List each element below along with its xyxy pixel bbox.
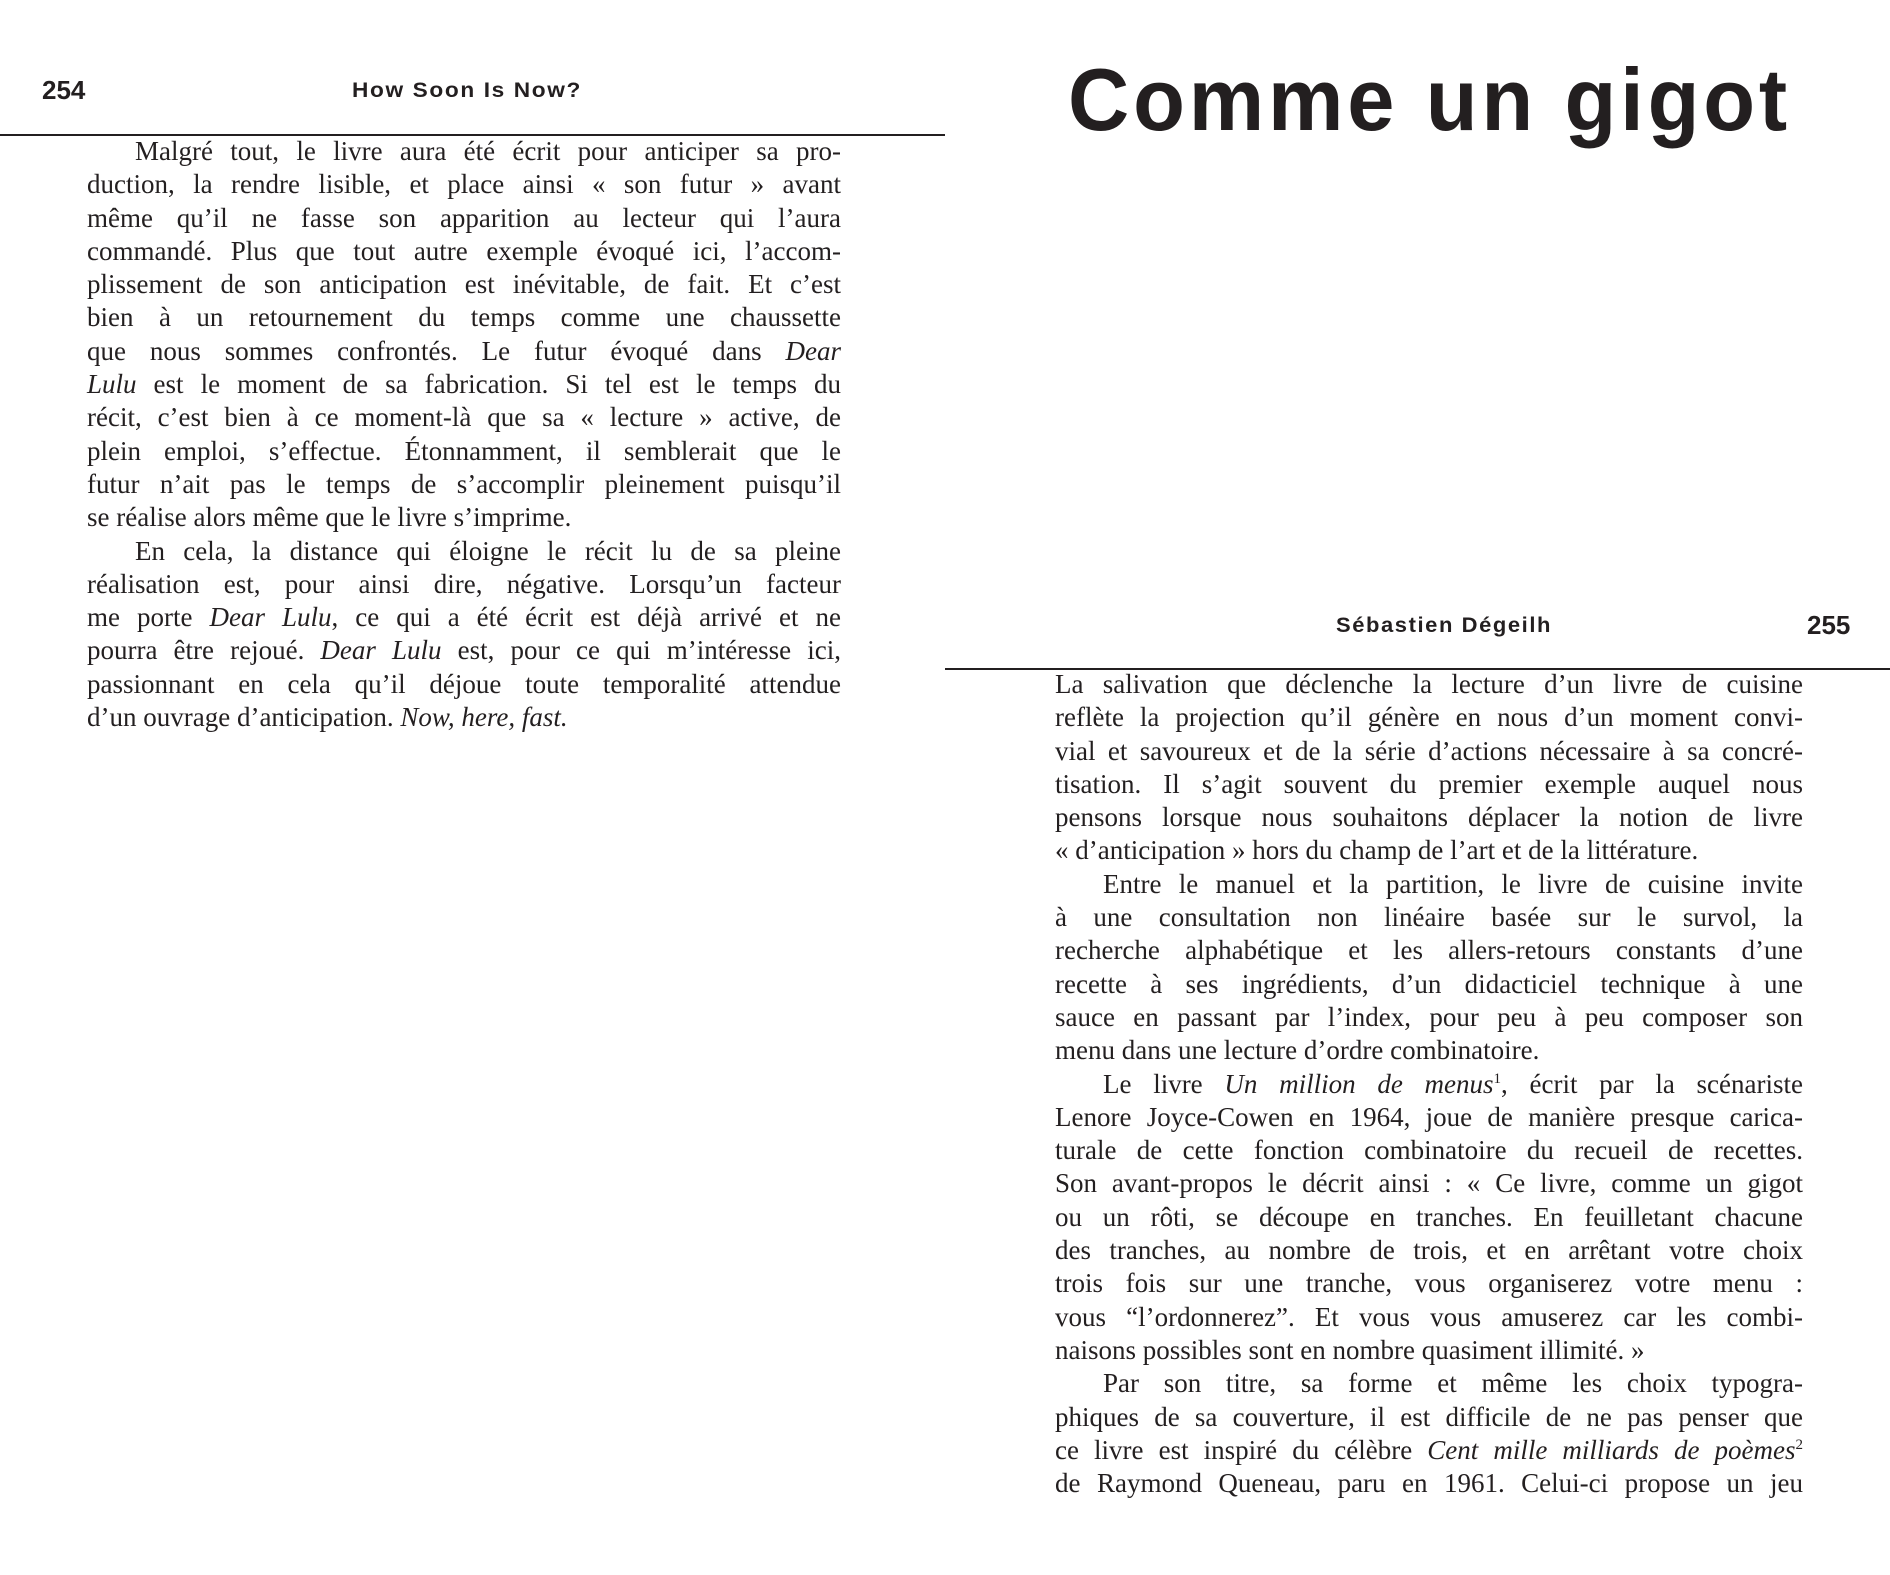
text-run: est le moment de sa fabrication. Si tel est le temps du	[136, 369, 841, 400]
text-line	[1055, 1201, 1803, 1234]
left-body-text	[87, 135, 841, 734]
text-line-content	[87, 701, 568, 734]
text-line	[87, 535, 841, 568]
text-run: En cela, la distance qui éloigne le récit lu de sa pleine	[135, 535, 841, 566]
italic-title: Dear Lulu	[209, 602, 332, 633]
running-head-author: Sébastien Dégeilh	[1336, 614, 1552, 637]
text-line-content	[1055, 934, 1803, 967]
text-run: même qu’il ne fasse son apparition au lecteur qui l’aura	[87, 202, 841, 233]
text-run: pourra être rejoué.	[87, 635, 321, 666]
text-run: pensons lorsque nous souhaitons déplacer la notion de livre	[1055, 802, 1803, 833]
text-line	[1055, 1101, 1803, 1134]
text-line-content	[1055, 1167, 1803, 1200]
text-line-content	[1055, 1001, 1803, 1034]
text-line	[87, 268, 841, 301]
text-line-content	[1055, 768, 1803, 801]
text-run: plein emploi, s’effectue. Étonnamment, il semblerait que le	[87, 435, 841, 466]
text-run: vous “l’ordonnerez”. Et vous vous amuserez car les combi-	[1055, 1301, 1803, 1332]
running-head-book-title: How Soon Is Now?	[352, 79, 582, 102]
text-line-content	[1055, 1234, 1803, 1267]
text-run: commandé. Plus que tout autre exemple évoqué ici, l’accom-	[87, 235, 841, 266]
text-line	[1055, 901, 1803, 934]
text-line-content	[1055, 901, 1803, 934]
text-run: que nous sommes confrontés. Le futur évoqué dans	[87, 335, 786, 366]
text-line-content	[87, 168, 841, 201]
text-run: turale de cette fonction combinatoire du recueil de recettes.	[1055, 1135, 1803, 1166]
page-number-right: 255	[1807, 610, 1851, 640]
text-line-content	[1055, 1301, 1803, 1334]
text-line-content	[87, 235, 841, 268]
text-line	[87, 168, 841, 201]
text-line-content	[1055, 834, 1698, 867]
text-run: phiques de sa couverture, il est difficile de ne pas penser que	[1055, 1401, 1803, 1432]
text-run: à une consultation non linéaire basée sur le survol, la	[1055, 902, 1803, 933]
text-line	[1055, 1301, 1803, 1334]
text-line-content	[87, 634, 841, 667]
text-run: Son avant-propos le décrit ainsi : « Ce livre, comme un gigot	[1055, 1168, 1803, 1199]
right-page	[945, 0, 1890, 1575]
text-run: plissement de son anticipation est inévitable, de fait. Et c’est	[87, 269, 841, 300]
text-line-content	[87, 335, 841, 368]
text-line	[1055, 1068, 1803, 1101]
text-line-content	[87, 501, 571, 534]
text-line-content	[1055, 1034, 1539, 1067]
text-line	[87, 501, 841, 534]
text-run: sauce en passant par l’index, pour peu à peu composer son	[1055, 1001, 1803, 1032]
text-run: Le livre	[1103, 1068, 1225, 1099]
text-line	[1055, 1267, 1803, 1300]
italic-title: Now, here, fast.	[400, 702, 568, 733]
text-line	[1055, 801, 1803, 834]
text-line	[87, 401, 841, 434]
text-line-content	[87, 268, 841, 301]
text-line-content	[87, 301, 841, 334]
text-line-content	[135, 135, 841, 168]
text-line-content	[1103, 1367, 1803, 1400]
text-run: passionnant en cela qu’il déjoue toute temporalité attendue	[87, 668, 841, 699]
text-line	[1055, 934, 1803, 967]
text-line	[87, 202, 841, 235]
text-run: ou un rôti, se découpe en tranches. En feuilletant chacune	[1055, 1201, 1803, 1232]
footnote-marker: 1	[1493, 1070, 1502, 1087]
text-run: , écrit par la scénariste	[1501, 1068, 1803, 1099]
text-run: menu dans une lecture d’ordre combinatoire.	[1055, 1035, 1540, 1066]
right-body-text	[1055, 668, 1803, 1500]
text-run: Entre le manuel et la partition, le livre de cuisine invite	[1103, 868, 1803, 899]
text-run: tisation. Il s’agit souvent du premier exemple auquel nous	[1055, 768, 1803, 799]
text-line	[1055, 834, 1803, 867]
text-line	[1055, 1401, 1803, 1434]
text-line-content	[1055, 668, 1803, 701]
text-line	[87, 368, 841, 401]
text-line	[1055, 1167, 1803, 1200]
text-run: Malgré tout, le livre aura été écrit pour anticiper sa pro-	[135, 136, 841, 166]
text-run: bien à un retournement du temps comme une chaussette	[87, 302, 841, 333]
text-line-content	[87, 468, 841, 501]
text-line	[1055, 1367, 1803, 1400]
text-line-content	[1055, 1434, 1803, 1467]
text-line	[1055, 868, 1803, 901]
text-line-content	[1055, 1467, 1803, 1500]
text-run: Lenore Joyce-Cowen en 1964, joue de manière presque carica-	[1055, 1101, 1803, 1132]
text-run: , ce qui a été écrit est déjà arrivé et ne	[331, 602, 841, 633]
text-run: naisons possibles sont en nombre quasiment illimité. »	[1055, 1334, 1645, 1365]
text-run: d’un ouvrage d’anticipation.	[87, 702, 401, 733]
italic-title: Dear Lulu	[320, 635, 442, 666]
text-line	[1055, 735, 1803, 768]
text-line-content	[1055, 968, 1803, 1001]
text-line-content	[1055, 1267, 1803, 1300]
text-run: se réalise alors même que le livre s’imprime.	[87, 502, 572, 533]
text-run: duction, la rendre lisible, et place ainsi « son futur » avant	[87, 169, 841, 200]
text-line-content	[1055, 1101, 1803, 1134]
text-run: reflète la projection qu’il génère en nous d’un moment convi-	[1055, 702, 1803, 733]
page-number-left: 254	[42, 75, 86, 105]
text-line	[1055, 1001, 1803, 1034]
text-line	[1055, 1034, 1803, 1067]
text-line-content	[87, 435, 841, 468]
text-run: réalisation est, pour ainsi dire, négative. Lorsqu’un facteur	[87, 568, 841, 599]
chapter-title: Comme un gigot	[1068, 50, 1791, 149]
italic-title: Cent mille milliards de poèmes	[1427, 1434, 1796, 1465]
text-line-content	[1055, 701, 1803, 734]
text-line-content	[87, 668, 841, 701]
text-line	[87, 468, 841, 501]
text-run: futur n’ait pas le temps de s’accomplir pleinement puisqu’il	[87, 468, 841, 499]
text-line	[87, 634, 841, 667]
text-run: vial et savoureux et de la série d’actions nécessaire à sa concré-	[1055, 735, 1803, 766]
text-line-content	[1103, 1068, 1803, 1101]
text-line	[1055, 1467, 1803, 1500]
text-line-content	[87, 568, 841, 601]
text-line-content	[1055, 1401, 1803, 1434]
text-line-content	[1055, 1134, 1803, 1167]
text-line	[87, 668, 841, 701]
text-run: recette à ses ingrédients, d’un didacticiel technique à une	[1055, 968, 1803, 999]
text-line	[1055, 1234, 1803, 1267]
text-run: est, pour ce qui m’intéresse ici,	[441, 635, 841, 666]
text-line	[87, 135, 841, 168]
text-line	[1055, 1434, 1803, 1467]
text-line	[1055, 1334, 1803, 1367]
text-line	[1055, 1134, 1803, 1167]
text-line-content	[135, 535, 841, 568]
text-line	[87, 601, 841, 634]
text-run: récit, c’est bien à ce moment-là que sa « lecture » active, de	[87, 402, 841, 433]
text-line	[87, 235, 841, 268]
text-line-content	[87, 601, 841, 634]
text-line-content	[1055, 735, 1803, 768]
text-run: me porte	[87, 602, 210, 633]
text-line-content	[87, 368, 841, 401]
text-line	[87, 335, 841, 368]
text-line	[1055, 768, 1803, 801]
text-run: Par son titre, sa forme et même les choix typogra-	[1103, 1368, 1803, 1399]
footnote-marker: 2	[1795, 1436, 1803, 1453]
text-line	[1055, 968, 1803, 1001]
italic-title: Dear	[785, 335, 841, 366]
text-run: ce livre est inspiré du célèbre	[1055, 1434, 1428, 1465]
text-run: recherche alphabétique et les allers-retours constants d’une	[1055, 935, 1803, 966]
italic-title: Un million de menus	[1224, 1068, 1494, 1099]
text-run: « d’anticipation » hors du champ de l’art et de la littérature.	[1055, 835, 1699, 866]
text-line-content	[1103, 868, 1803, 901]
text-line-content	[87, 202, 841, 235]
text-run: des tranches, au nombre de trois, et en arrêtant votre choix	[1055, 1235, 1803, 1266]
text-line	[87, 435, 841, 468]
text-line-content	[1055, 1201, 1803, 1234]
text-line	[87, 301, 841, 334]
text-run: La salivation que déclenche la lecture d’un livre de cuisine	[1055, 669, 1803, 699]
text-line	[87, 568, 841, 601]
text-line-content	[87, 401, 841, 434]
text-run: de Raymond Queneau, paru en 1961. Celui-ci propose un jeu	[1055, 1468, 1803, 1499]
italic-title: Lulu	[87, 369, 137, 400]
text-line-content	[1055, 801, 1803, 834]
text-line	[87, 701, 841, 734]
text-line	[1055, 668, 1803, 701]
text-line-content	[1055, 1334, 1644, 1367]
text-run: trois fois sur une tranche, vous organiserez votre menu :	[1055, 1268, 1803, 1299]
text-line	[1055, 701, 1803, 734]
